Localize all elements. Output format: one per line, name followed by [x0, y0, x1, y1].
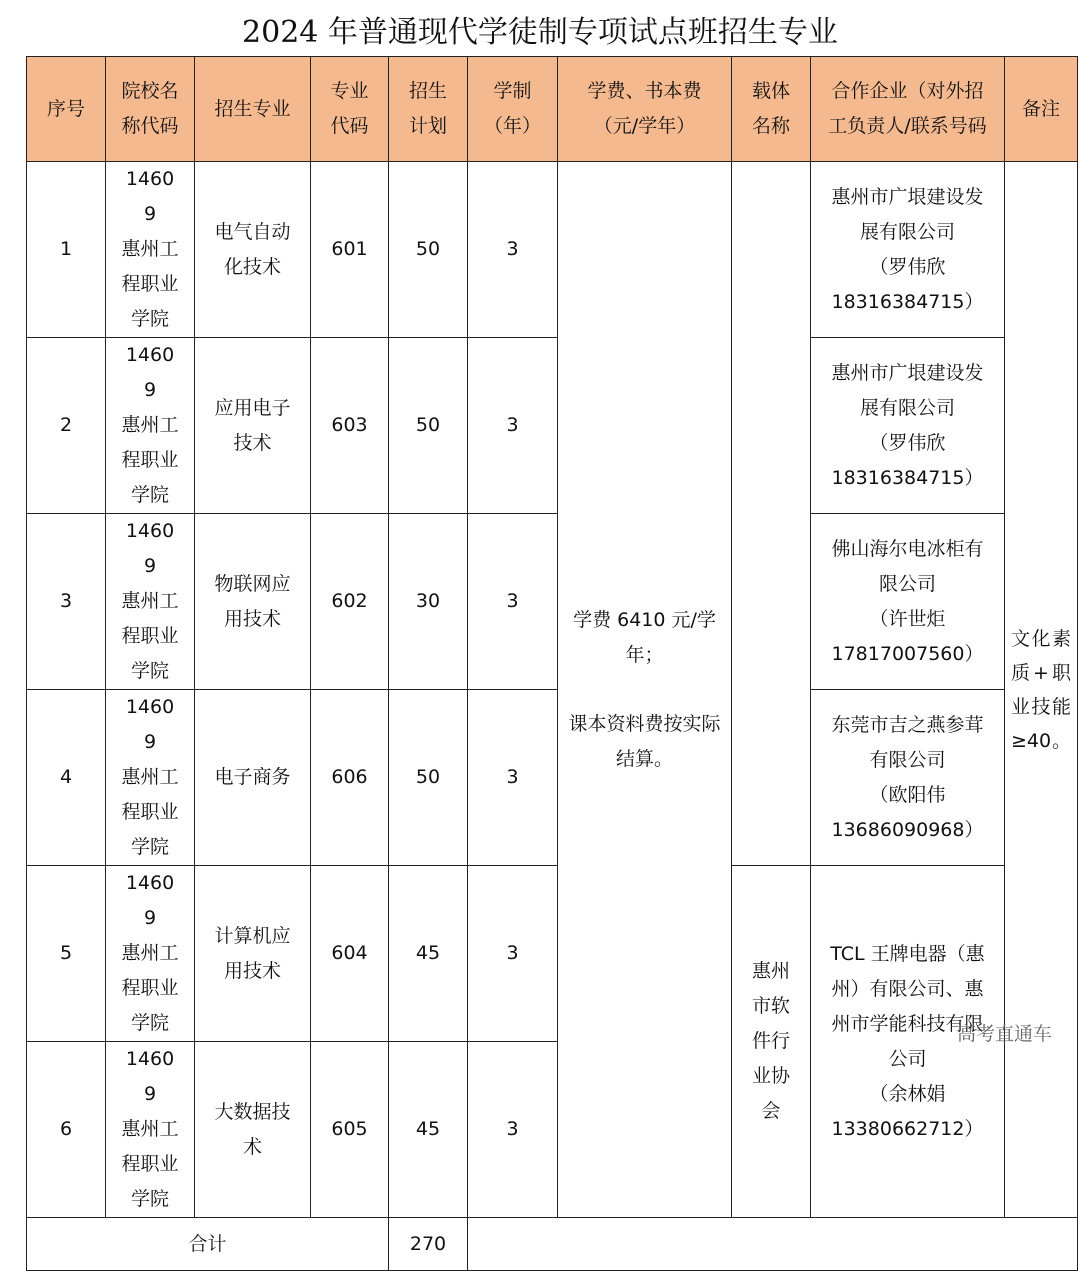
- cell-seq: 5: [27, 866, 106, 1042]
- enrollment-table: [26, 56, 1078, 1271]
- cell-years: 3: [468, 338, 558, 514]
- cell-company: [811, 690, 1005, 866]
- cell-school: [106, 1042, 195, 1218]
- cell-major: 大数据技术: [195, 1042, 311, 1218]
- school-name: 惠州工程职业学院: [121, 1118, 179, 1210]
- school-name: 惠州工程职业学院: [121, 942, 179, 1034]
- cell-company: [811, 338, 1005, 514]
- cell-major-code: 601: [311, 162, 389, 338]
- cell-major: 计算机应用技术: [195, 866, 311, 1042]
- header-company: 合作企业（对外招工负责人/联系号码: [811, 57, 1005, 162]
- cell-years: 3: [468, 690, 558, 866]
- header-remark: 备注: [1005, 57, 1078, 162]
- cell-seq: 3: [27, 514, 106, 690]
- company-contact: （罗伟欣: [869, 255, 946, 278]
- cell-school: [106, 162, 195, 338]
- cell-plan: 45: [389, 866, 468, 1042]
- company-name: 佛山海尔电冰柜有限公司: [831, 537, 984, 595]
- fee-line-1: 学费 6410 元/学年；: [573, 608, 716, 666]
- school-code: 14609: [125, 1048, 175, 1105]
- school-name: 惠州工程职业学院: [121, 414, 179, 506]
- company-name: 惠州市广垠建设发展有限公司: [831, 185, 984, 243]
- cell-school: [106, 514, 195, 690]
- cell-seq: 1: [27, 162, 106, 338]
- cell-carrier-empty: [732, 162, 811, 866]
- cell-years: 3: [468, 1042, 558, 1218]
- table-row: [27, 690, 1078, 866]
- header-major: 招生专业: [195, 57, 311, 162]
- cell-seq: 2: [27, 338, 106, 514]
- fee-line-2: 课本资料费按实际结算。: [568, 712, 721, 770]
- school-code: 14609: [125, 520, 175, 577]
- cell-major-code: 602: [311, 514, 389, 690]
- header-plan: 招生计划: [389, 57, 468, 162]
- table-row: [27, 866, 1078, 1042]
- cell-major: 物联网应用技术: [195, 514, 311, 690]
- company-phone: 18316384715）: [831, 466, 984, 489]
- header-school-code: 院校名称代码: [106, 57, 195, 162]
- cell-years: 3: [468, 866, 558, 1042]
- cell-plan: 50: [389, 162, 468, 338]
- school-name: 惠州工程职业学院: [121, 766, 179, 858]
- school-name: 惠州工程职业学院: [121, 238, 179, 330]
- cell-major: 电气自动化技术: [195, 162, 311, 338]
- company-phone: 13380662712）: [831, 1117, 984, 1140]
- school-code: 14609: [125, 696, 175, 753]
- company-phone: 18316384715）: [831, 290, 984, 313]
- company-name: 东莞市吉之燕参茸有限公司: [831, 713, 984, 771]
- cell-school: [106, 338, 195, 514]
- company-phone: 17817007560）: [831, 642, 984, 665]
- company-contact: （罗伟欣: [869, 431, 946, 454]
- cell-years: 3: [468, 162, 558, 338]
- cell-major-code: 604: [311, 866, 389, 1042]
- company-name: 惠州市广垠建设发展有限公司: [831, 361, 984, 419]
- cell-fee: [558, 162, 732, 1218]
- school-code: 14609: [125, 344, 175, 401]
- page-title: 2024 年普通现代学徒制专项试点班招生专业: [242, 15, 838, 50]
- header-years: 学制（年）: [468, 57, 558, 162]
- header-fee: 学费、书本费（元/学年）: [558, 57, 732, 162]
- school-code: 14609: [125, 168, 175, 225]
- company-contact: （余林娟: [869, 1082, 946, 1105]
- cell-school: [106, 866, 195, 1042]
- cell-major-code: 606: [311, 690, 389, 866]
- cell-major-code: 603: [311, 338, 389, 514]
- watermark-text: 高考直通车: [956, 1023, 1052, 1045]
- company-contact: （欧阳伟: [869, 783, 946, 806]
- cell-plan: 50: [389, 338, 468, 514]
- company-phone: 13686090968）: [831, 818, 984, 841]
- total-label: 合计: [27, 1218, 389, 1271]
- header-carrier: 载体名称: [732, 57, 811, 162]
- total-empty: [468, 1218, 1078, 1271]
- cell-major: 应用电子技术: [195, 338, 311, 514]
- cell-remark: 文化素质+职业技能≥40。: [1005, 162, 1078, 1218]
- header-major-code: 专业代码: [311, 57, 389, 162]
- cell-plan: 30: [389, 514, 468, 690]
- school-code: 14609: [125, 872, 175, 929]
- cell-years: 3: [468, 514, 558, 690]
- cell-company: [811, 162, 1005, 338]
- company-name: TCL 王牌电器（惠州）有限公司、惠州市学能科技有限公司: [830, 942, 985, 1070]
- cell-seq: 4: [27, 690, 106, 866]
- total-row: [27, 1218, 1078, 1271]
- table-row: [27, 338, 1078, 514]
- cell-major: 电子商务: [195, 690, 311, 866]
- cell-school: [106, 690, 195, 866]
- header-row: [27, 57, 1078, 162]
- table-row: [27, 162, 1078, 338]
- cell-plan: 45: [389, 1042, 468, 1218]
- header-seq: 序号: [27, 57, 106, 162]
- company-contact: （许世炬: [869, 607, 946, 630]
- cell-company: [811, 514, 1005, 690]
- table-row: [27, 514, 1078, 690]
- cell-major-code: 605: [311, 1042, 389, 1218]
- total-value: 270: [389, 1218, 468, 1271]
- cell-seq: 6: [27, 1042, 106, 1218]
- cell-plan: 50: [389, 690, 468, 866]
- school-name: 惠州工程职业学院: [121, 590, 179, 682]
- cell-carrier: 惠州市软件行业协会: [732, 866, 811, 1218]
